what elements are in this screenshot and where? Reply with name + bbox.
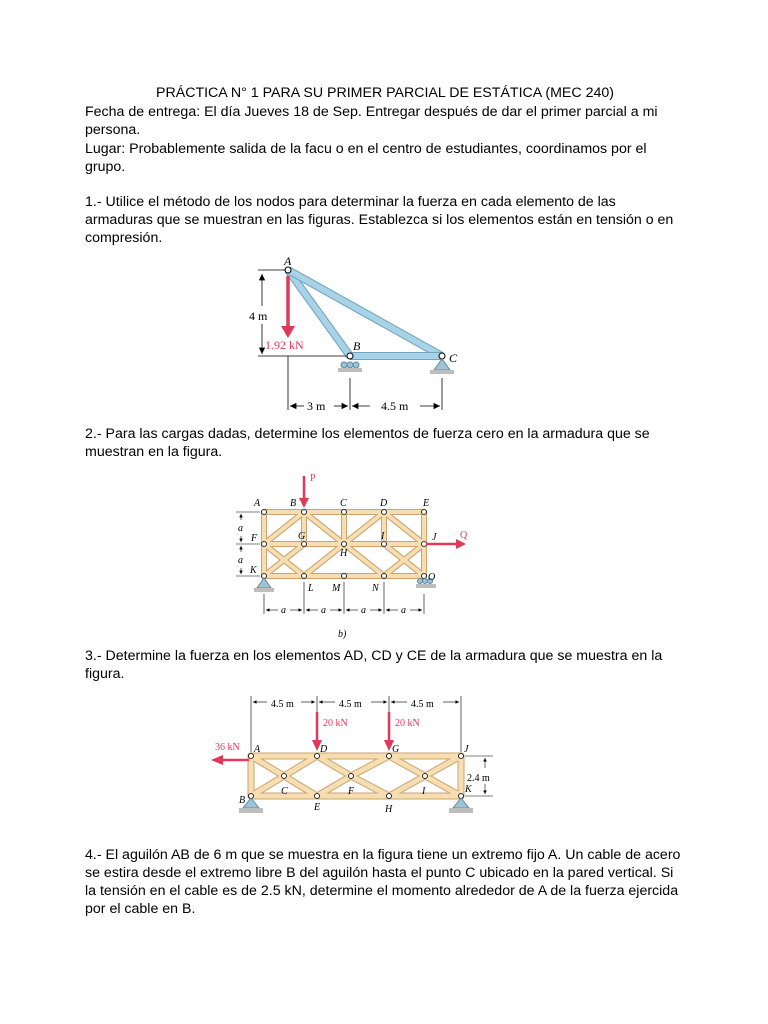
height-label: 4 m: [249, 309, 268, 323]
roller-support: [338, 362, 362, 372]
dim-a-label-6: a: [401, 605, 406, 616]
dim-label-1: 4.5 m: [271, 699, 294, 710]
node-label-f: F: [348, 786, 355, 797]
load-label-g: 20 kN: [395, 718, 420, 729]
node-label-i: I: [422, 786, 426, 797]
node-label-j: J: [432, 532, 437, 543]
node-c: [439, 353, 445, 359]
dim-label-2: 4.5 m: [339, 699, 362, 710]
delivery-place: Lugar: Probablemente salida de la facu o en el centro de estudiantes, coordinamos por el grupo.: [85, 141, 647, 175]
pin-support: [257, 578, 271, 588]
node-label-f: F: [251, 533, 258, 544]
node-label-j: J: [464, 744, 469, 755]
load-label: 1.92 kN: [265, 338, 304, 352]
node-label-d: D: [380, 498, 388, 509]
node-label-a: A: [284, 254, 292, 268]
node-label-l: L: [308, 583, 314, 594]
node-label-m: M: [332, 583, 341, 594]
node-label-k: K: [465, 784, 472, 795]
height-label: 2.4 m: [467, 773, 490, 784]
node-label-k: K: [250, 565, 257, 576]
dim-a-label-3: a: [281, 605, 286, 616]
node-label-a: A: [254, 498, 261, 509]
load-p-arrow-icon: [299, 498, 309, 508]
dim-a-label-1: a: [238, 523, 243, 534]
problem-2-text: 2.- Para las cargas dadas, determine los elementos de fuerza cero en la armadura que se muestran en la figura.: [85, 426, 650, 460]
load-arrow-icon: [281, 326, 295, 338]
node-label-c: C: [449, 351, 458, 365]
dim-label-3: 4.5 m: [411, 699, 434, 710]
node-label-a: A: [254, 744, 261, 755]
node-label-e: E: [314, 802, 321, 813]
figure-3-truss: [205, 688, 495, 818]
problem-4-text: 4.- El aguilón AB de 6 m que se muestra en la figura tiene un extremo fijo A. Un cable de acero se estira desde el extremo libre B del aguilón hasta el punto C ubicado en la pared vertical. Si la tensión en el cable es de 2.5 kN, determine el momento alrededor de A de la fuerza ejercida por el cable en B.: [85, 847, 681, 917]
dim-a-label-5: a: [361, 605, 366, 616]
load-label-d: 20 kN: [323, 718, 348, 729]
node-label-b: B: [353, 339, 361, 353]
figure-caption: b): [338, 629, 347, 640]
node-label-b: B: [290, 498, 297, 509]
node-label-i: I: [381, 531, 385, 542]
delivery-date: Fecha de entrega: El día Jueves 18 de Sep. Entregar después de dar el primer parcial a mi persona.: [85, 104, 658, 138]
node-label-c: C: [340, 498, 347, 509]
node-label-h: H: [340, 548, 348, 559]
node-label-g: G: [392, 744, 400, 755]
dim-a-label-4: a: [321, 605, 326, 616]
node-label-g: G: [298, 531, 306, 542]
dim-left-label: 3 m: [307, 399, 326, 413]
node-label-o: O: [428, 572, 436, 583]
problem-3-text: 3.- Determine la fuerza en los elementos AD, CD y CE de la armadura que se muestra en la figura.: [85, 648, 663, 682]
figure-2-truss: [228, 470, 478, 642]
load-a-arrow-icon: [211, 755, 223, 765]
dim-a-label-2: a: [238, 555, 243, 566]
page-title: PRÁCTICA N° 1 PARA SU PRIMER PARCIAL DE ESTÁTICA (MEC 240): [156, 85, 614, 101]
node-label-c: C: [281, 786, 288, 797]
node-b: [347, 353, 353, 359]
figure-1-truss: [240, 252, 480, 420]
load-q-label: Q: [460, 530, 468, 541]
load-p-label: P: [310, 473, 316, 484]
node-label-e: E: [423, 498, 430, 509]
node-label-d: D: [320, 744, 328, 755]
node-label-n: N: [372, 583, 379, 594]
problem-1-text: 1.- Utilice el método de los nodos para determinar la fuerza en cada elemento de las armaduras que se muestran en las figuras. Establezca si los elementos están en tensión o en compresión.: [85, 194, 674, 246]
dim-right-label: 4.5 m: [381, 399, 409, 413]
node-label-b: B: [239, 795, 246, 806]
truss-members: [288, 270, 442, 356]
node-label-h: H: [385, 804, 393, 815]
load-label-a: 36 kN: [215, 742, 240, 753]
